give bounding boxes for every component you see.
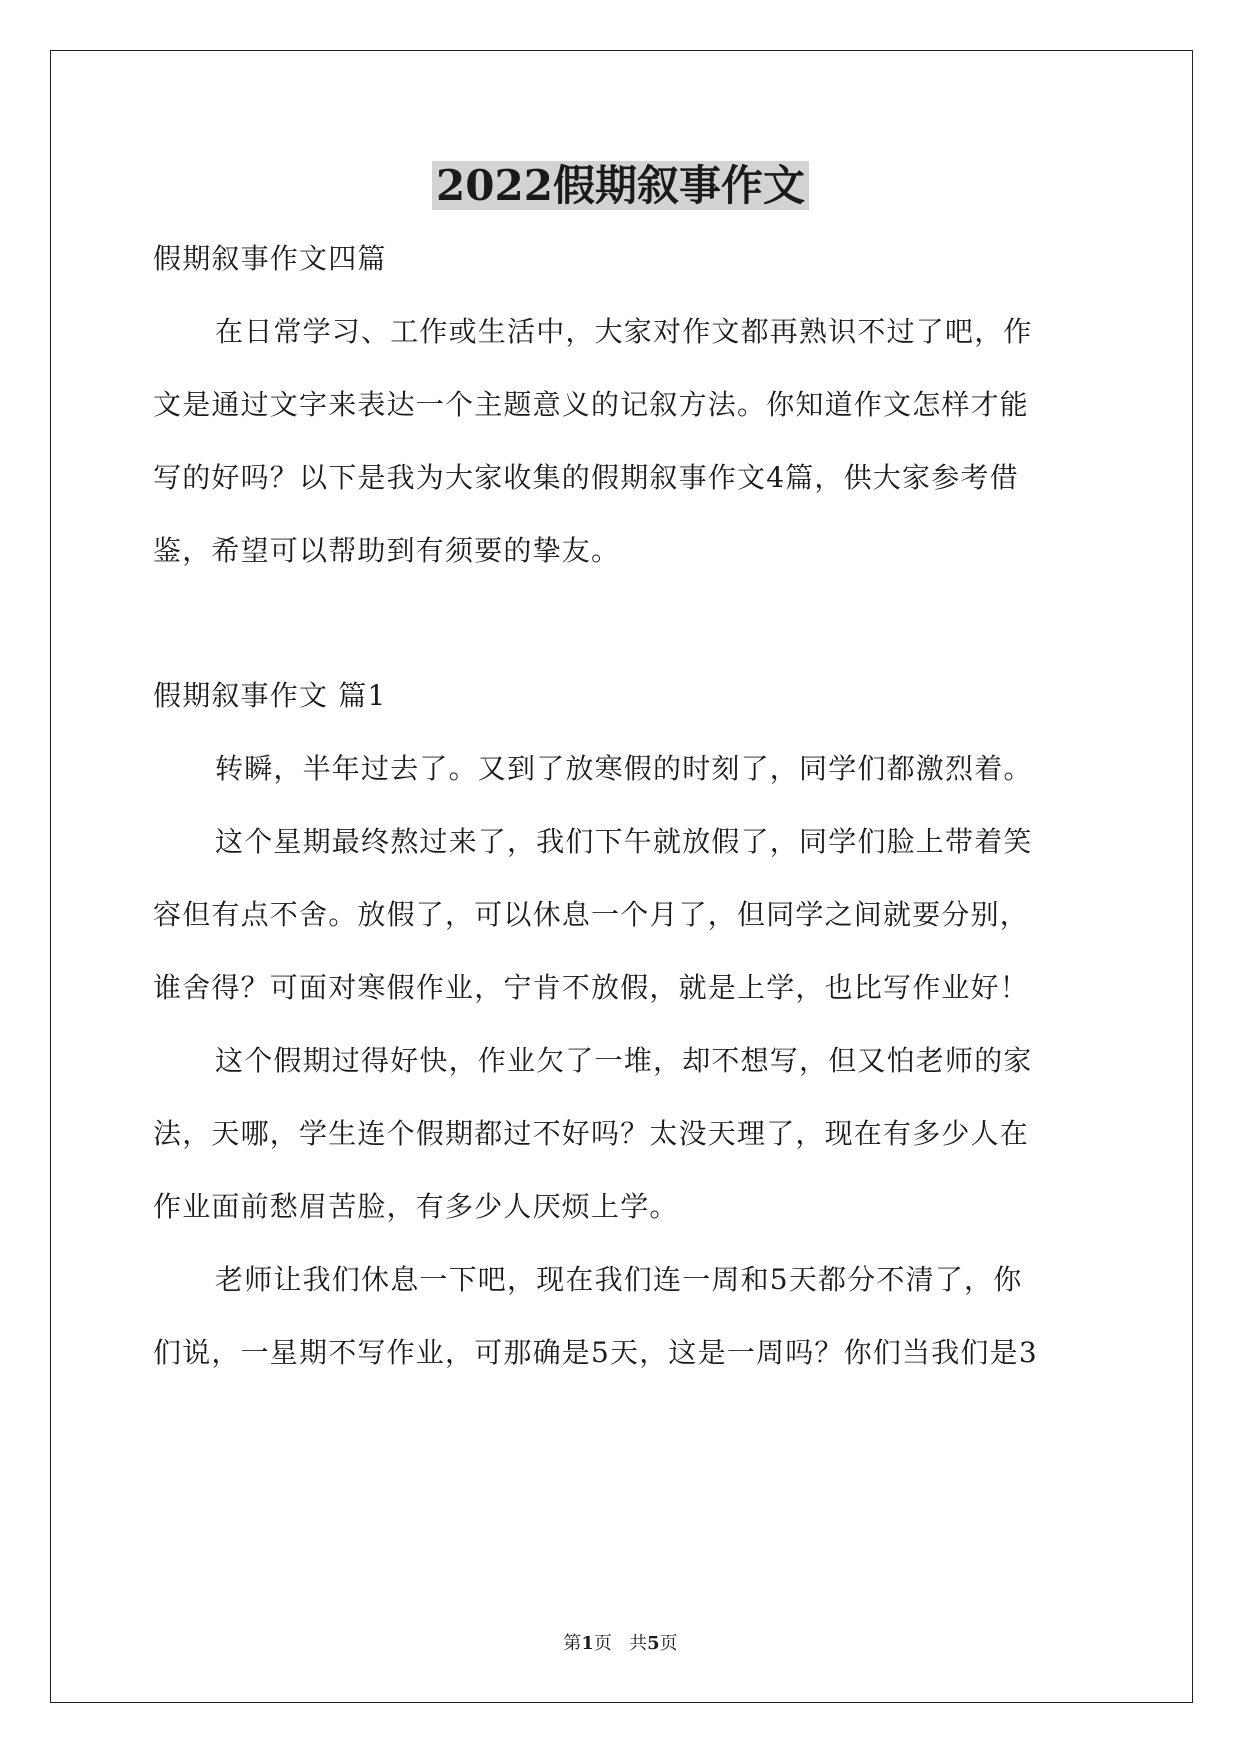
paragraph-line: 作业面前愁眉苦脸，有多少人厌烦上学。	[153, 1190, 679, 1223]
paragraph-line: 容但有点不舍。放假了，可以休息一个月了，但同学之间就要分别，	[153, 898, 1030, 931]
paragraph-line: 法，天哪，学生连个假期都过不好吗？太没天理了，现在有多少人在	[153, 1117, 1030, 1150]
footer-mid: 页 共	[593, 1633, 648, 1654]
paragraph-line: 转瞬，半年过去了。又到了放寒假的时刻了，同学们都激烈着。	[215, 752, 1033, 785]
title-text: 2022假期叙事作文	[432, 161, 809, 210]
paragraph-line: 谁舍得？可面对寒假作业，宁肯不放假，就是上学，也比写作业好！	[153, 971, 1030, 1004]
total-page-number: 5	[647, 1633, 660, 1654]
section-heading: 假期叙事作文 篇1	[153, 679, 387, 712]
paragraph-line: 文是通过文字来表达一个主题意义的记叙方法。你知道作文怎样才能	[153, 388, 1030, 421]
paragraph-line: 在日常学习、工作或生活中，大家对作文都再熟识不过了吧，作	[215, 315, 1033, 348]
paragraph-line: 老师让我们休息一下吧，现在我们连一周和5天都分不清了，你	[215, 1263, 1023, 1296]
paragraph-line: 这个假期过得好快，作业欠了一堆，却不想写，但又怕老师的家	[215, 1044, 1033, 1077]
document-title	[0, 158, 1241, 214]
paragraph-line: 们说，一星期不写作业，可那确是5天，这是一周吗？你们当我们是3	[153, 1336, 1038, 1369]
paragraph-line: 写的好吗？以下是我为大家收集的假期叙事作文4篇，供大家参考借	[153, 461, 1019, 494]
footer-suffix: 页	[659, 1633, 678, 1654]
paragraph-line: 鉴，希望可以帮助到有须要的挚友。	[153, 534, 621, 567]
subtitle: 假期叙事作文四篇	[153, 242, 387, 275]
current-page-number: 1	[581, 1633, 594, 1654]
page-border	[50, 50, 1193, 1703]
paragraph-line: 这个星期最终熬过来了，我们下午就放假了，同学们脸上带着笑	[215, 825, 1033, 858]
page-footer	[0, 1632, 1241, 1656]
footer-prefix: 第	[563, 1633, 582, 1654]
